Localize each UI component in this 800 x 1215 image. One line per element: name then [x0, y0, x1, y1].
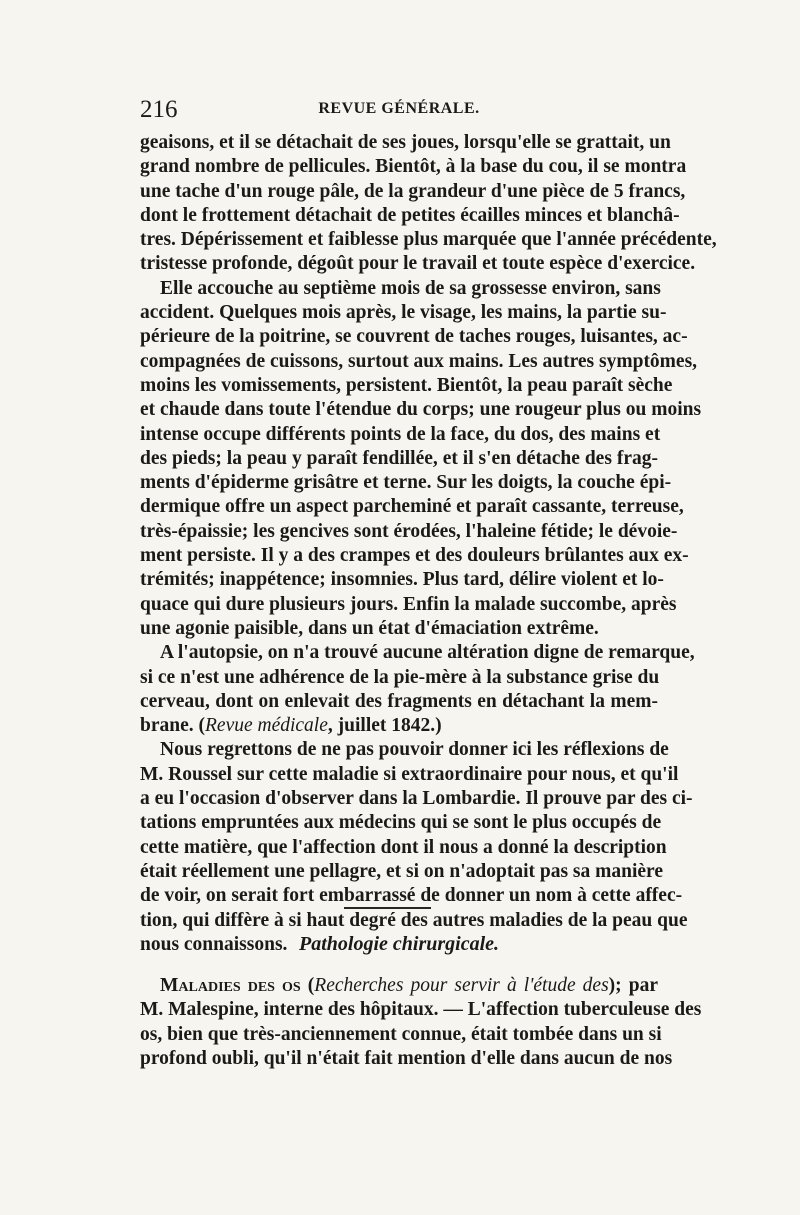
text-line: cette matière, que l'affection dont il nous a donné la description	[140, 836, 667, 858]
text-line: a eu l'occasion d'observer dans la Lombardie. Il prouve par des ci-	[140, 788, 693, 810]
section-heading: Pathologie chirurgicale.	[299, 933, 499, 955]
text-line: de voir, on serait fort embarrassé de donner un nom à cette affec-	[140, 885, 683, 907]
section-divider	[344, 907, 431, 909]
citation-journal: Revue médicale	[205, 715, 328, 737]
text-line: dermique offre un aspect parcheminé et paraît cassante, terreuse,	[140, 496, 684, 518]
text-line: dont le frottement détachait de petites écailles minces et blanchâ-	[140, 204, 680, 226]
text-line: trémités; inappétence; insomnies. Plus tard, délire violent et lo-	[140, 569, 664, 591]
page-header	[140, 96, 658, 126]
text-line: tations empruntées aux médecins qui se sont le plus occupés de	[140, 812, 662, 834]
text-line: périeure de la poitrine, se couvrent de taches rouges, luisantes, ac-	[140, 326, 688, 348]
text-line: très-épaissie; les gencives sont érodées, l'haleine fétide; le dévoie-	[140, 520, 678, 542]
body-text	[140, 131, 717, 957]
text-line: tion, qui diffère à si haut degré des autres maladies de la peau que	[140, 909, 688, 931]
running-title: REVUE GÉNÉRALE.	[318, 100, 480, 117]
page-number: 216	[140, 96, 178, 123]
text-line: M. Roussel sur cette maladie si extraordinaire pour nous, et qu'il	[140, 763, 679, 785]
text-line: grand nombre de pellicules. Bientôt, à la base du cou, il se montra	[140, 156, 687, 178]
text-line: cerveau, dont on enlevait des fragments en détachant la mem-	[140, 690, 658, 712]
text-line: Elle accouche au septième mois de sa grossesse environ, sans	[160, 277, 661, 299]
article-subtitle: Recherches pour servir à l'étude des	[314, 975, 609, 996]
citation-prefix: brane. (	[140, 715, 205, 737]
text-line: une agonie paisible, dans un état d'émaciation extrême.	[140, 617, 599, 639]
text-line: accident. Quelques mois après, le visage, les mains, la partie su-	[140, 302, 667, 324]
text-line: quace qui dure plusieurs jours. Enfin la malade succombe, après	[140, 593, 677, 615]
text-line: compagnées de cuissons, surtout aux mains. Les autres symptômes,	[140, 350, 698, 372]
text-line: et chaude dans toute l'étendue du corps; une rougeur plus ou moins	[140, 399, 702, 421]
text-line: des pieds; la peau y paraît fendillée, et il s'en détache des frag-	[140, 447, 658, 469]
article-open-paren: (	[300, 975, 315, 996]
text-line: A l'autopsie, on n'a trouvé aucune altération digne de remarque,	[160, 642, 695, 664]
text-line: nous connaissons.	[140, 933, 288, 955]
text-line: moins les vomissements, persistent. Bientôt, la peau paraît sèche	[140, 374, 673, 396]
text-line: profond oubli, qu'il n'était fait mention d'elle dans aucun de nos	[140, 1047, 673, 1069]
text-line: une tache d'un rouge pâle, de la grandeur d'une pièce de 5 francs,	[140, 180, 686, 202]
article-text	[140, 974, 702, 1071]
article-title-line	[140, 974, 658, 998]
text-line: si ce n'est une adhérence de la pie-mère à la substance grise du	[140, 666, 660, 688]
text-line: ments d'épiderme grisâtre et terne. Sur les doigts, la couche épi-	[140, 472, 672, 494]
text-line: M. Malespine, interne des hôpitaux. — L'affection tuberculeuse des	[140, 999, 702, 1021]
text-line: os, bien que très-anciennement connue, était tombée dans un si	[140, 1023, 662, 1045]
article-title: Maladies des os	[160, 975, 301, 996]
text-line: Nous regrettons de ne pas pouvoir donner ici les réflexions de	[160, 739, 669, 761]
citation-date: , juillet 1842.)	[327, 715, 442, 737]
text-line: était réellement une pellagre, et si on n'adoptait pas sa manière	[140, 860, 664, 882]
text-line: ment persiste. Il y a des crampes et des douleurs brûlantes aux ex-	[140, 545, 689, 567]
text-line: tres. Dépérissement et faiblesse plus marquée que l'année précédente,	[140, 229, 717, 251]
text-line: geaisons, et il se détachait de ses joues, lorsqu'elle se grattait, un	[140, 132, 671, 153]
article-after-subtitle: ); par	[608, 975, 658, 996]
text-line: intense occupe différents points de la face, du dos, des mains et	[140, 423, 661, 445]
citation-line	[140, 714, 658, 738]
text-line: tristesse profonde, dégoût pour le travail et toute espèce d'exercice.	[140, 253, 696, 275]
